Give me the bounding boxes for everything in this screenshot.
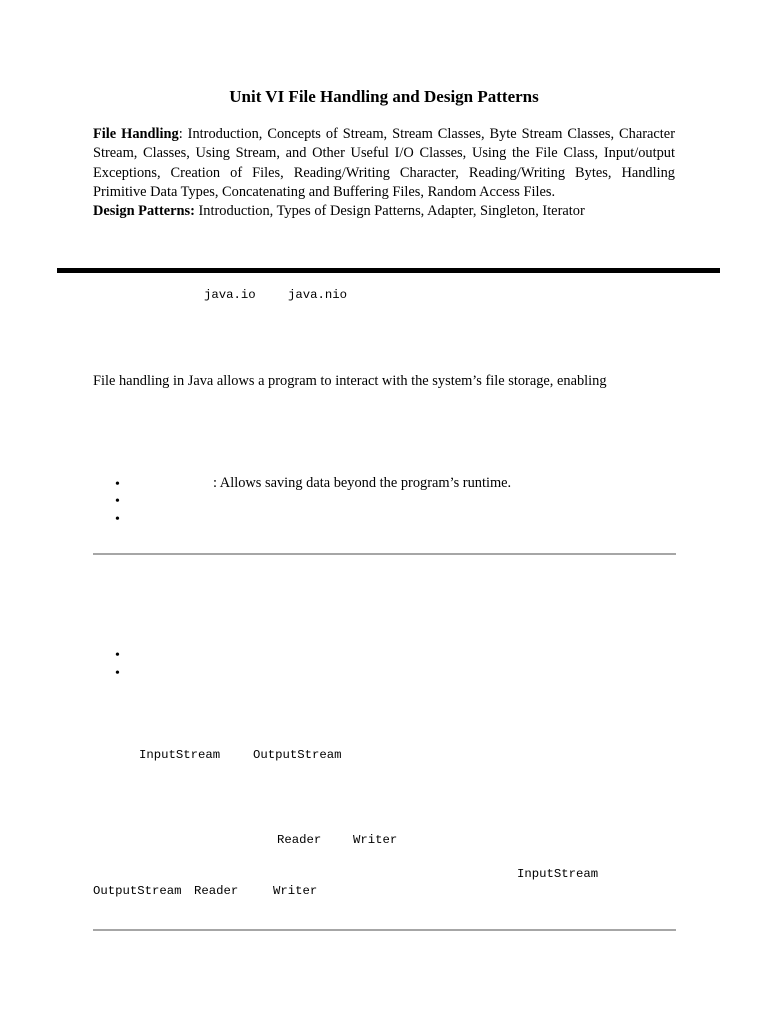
bullet-marker: • xyxy=(115,512,120,527)
horizontal-rule xyxy=(93,929,676,931)
bullet-marker: • xyxy=(115,648,120,663)
section-divider xyxy=(57,268,720,273)
bullet-marker: • xyxy=(115,494,120,509)
class-reader: Reader xyxy=(194,884,239,898)
bullet-marker: • xyxy=(115,666,120,681)
bullet-item-text: : Allows saving data beyond the program’s runtime. xyxy=(213,475,512,491)
bullet-marker: • xyxy=(115,477,120,492)
class-reader: Reader xyxy=(277,833,322,847)
class-writer: Writer xyxy=(353,833,398,847)
design-patterns-label: Design Patterns: xyxy=(93,203,195,220)
file-handling-topics: : Introduction, Concepts of Stream, Stream Classes, Byte Stream Classes, Character Stream, Classes, Using Stream, and Other Useful I/O Classes, Using the File Class, Input/output Exceptions, Creation of Files, Reading/Writing Character, Reading/Writing Bytes, Handling Primitive Data Types, Concatenating and Buffering Files, Random Access Files. xyxy=(93,126,675,200)
design-patterns-topics: Introduction, Types of Design Patterns, Adapter, Singleton, Iterator xyxy=(194,203,585,220)
package-java-nio: java.nio xyxy=(288,288,348,302)
syllabus-block xyxy=(93,125,675,221)
horizontal-rule xyxy=(93,553,676,555)
class-inputstream: InputStream xyxy=(139,748,221,762)
intro-text: File handling in Java allows a program to interact with the system’s file storage, enabling xyxy=(93,373,607,389)
file-handling-paragraph xyxy=(93,125,675,202)
class-inputstream: InputStream xyxy=(517,867,599,881)
class-outputstream: OutputStream xyxy=(93,884,182,898)
class-outputstream: OutputStream xyxy=(253,748,342,762)
page-title: Unit VI File Handling and Design Patterns xyxy=(229,87,539,106)
package-java-io: java.io xyxy=(204,288,256,302)
file-handling-label: File Handling xyxy=(93,126,179,142)
design-patterns-paragraph xyxy=(93,202,675,221)
class-writer: Writer xyxy=(273,884,318,898)
